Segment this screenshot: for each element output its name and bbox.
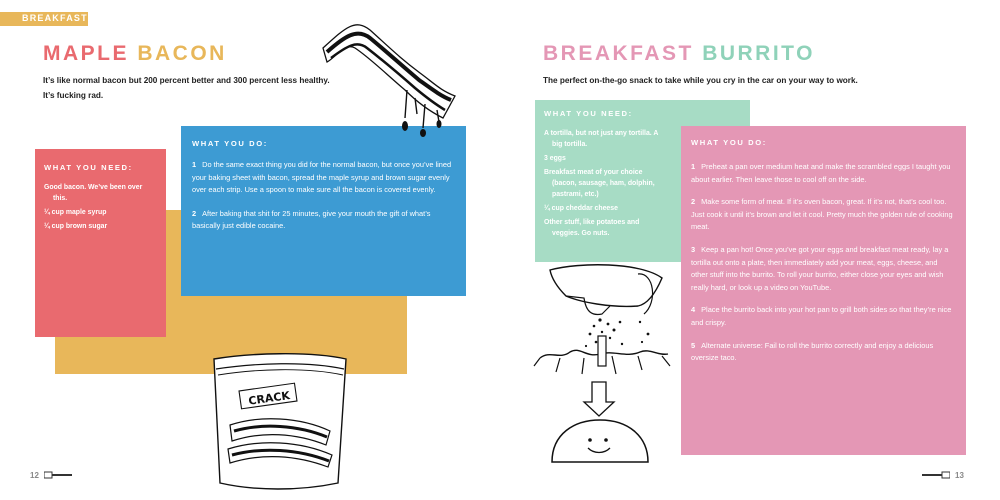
ingredient-item: ¼ cup cheddar cheese (544, 205, 618, 212)
step-text: After baking that shit for 25 minutes, give your mouth the gift of what’s basically just edible cocaine. (192, 208, 431, 231)
page-number-right (922, 470, 964, 480)
bag-label: CRACK (247, 389, 291, 408)
step-text: Keep a pan hot! Once you’ve got your eggs and breakfast meat ready, lay a tortilla out onto a plate, then immediately add your meat, eggs, cheese, and other stuff into the burrito. To roll your burrito, either close your eyes and wish really hard, or look up a video on YouTube. (691, 244, 949, 292)
section-tab: BREAKFAST (0, 12, 88, 26)
page-number-left (30, 470, 72, 480)
step-number: 3 (691, 244, 696, 254)
step-item (192, 208, 454, 233)
cheese-grater-illustration (530, 262, 680, 392)
page-number: 13 (955, 470, 964, 480)
step-item (192, 159, 454, 197)
step-number: 2 (192, 208, 197, 218)
ingredient-item: Other stuff, like potatoes and veggies. Go nuts. (544, 219, 640, 237)
what-you-do-heading: WHAT YOU DO: (691, 138, 767, 147)
title-word-1: BREAKFAST (543, 42, 694, 65)
step-text: Alternate universe: Fail to roll the burrito correctly and enjoy a delicious oversize taco. (691, 340, 934, 363)
step-number: 4 (691, 305, 696, 315)
what-you-do-panel (681, 126, 966, 455)
taco-smiley-illustration (548, 382, 658, 470)
recipe-title-maple-bacon (43, 42, 227, 66)
step-text: Do the same exact thing you did for the normal bacon, but once you’ve lined your baking sheet with bacon, spread the maple syrup and brown sugar evenly over each strip. Use a spoon to make sure all the bacon is covered evenly. (192, 160, 452, 195)
step-number: 1 (691, 162, 696, 171)
intro-line: It’s like normal bacon but 200 percent better and 300 percent less healthy. (43, 76, 330, 85)
spatula-icon (922, 470, 950, 480)
what-you-need-heading: WHAT YOU NEED: (44, 163, 133, 172)
step-item (691, 161, 954, 186)
intro-line: It’s fucking rad. (43, 91, 104, 100)
recipe-intro: The perfect on-the-go snack to take while you cry in the car on your way to work. (543, 76, 858, 85)
step-item (691, 304, 954, 329)
what-you-need-heading: WHAT YOU NEED: (544, 109, 633, 118)
what-you-need-panel (35, 149, 166, 337)
step-item (691, 244, 954, 294)
step-item (691, 340, 954, 365)
step-text: Preheat a pan over medium heat and make the scrambled eggs I taught you about earlier. Then leave those to cool off on the side. (691, 162, 951, 184)
ingredient-item: Breakfast meat of your choice (bacon, sausage, ham, dolphin, pastrami, etc.) (544, 169, 655, 198)
step-item (691, 196, 954, 234)
ingredient-item: ¼ cup brown sugar (44, 223, 108, 230)
title-word-2: BURRITO (702, 42, 815, 65)
step-number: 5 (691, 340, 696, 350)
ingredient-item: 3 eggs (544, 155, 566, 162)
ingredient-item: Good bacon. We’ve been over this. (44, 184, 143, 202)
ingredient-list (44, 182, 166, 232)
step-number: 2 (691, 197, 696, 207)
recipe-title-breakfast-burrito (543, 42, 815, 66)
step-text: Place the burrito back into your hot pan to grill both sides so that they’re nice and crispy. (691, 305, 952, 327)
page-number: 12 (30, 470, 39, 480)
ingredient-item: ¼ cup maple syrup (44, 209, 107, 216)
title-word-1: MAPLE (43, 42, 129, 65)
step-text: Make some form of meat. If it’s oven bacon, great. If it’s not, that’s cool too. Just cook it until it’s brown and let it cool. Pretty much the golden rule of cooking meat. (691, 197, 953, 232)
bacon-strip-illustration (315, 18, 465, 138)
title-word-2: BACON (137, 42, 227, 65)
what-you-do-heading: WHAT YOU DO: (192, 139, 268, 148)
step-number: 1 (192, 160, 197, 169)
spatula-icon (44, 470, 72, 480)
crack-bag-illustration (200, 345, 360, 495)
what-you-do-panel (181, 126, 466, 296)
ingredient-item: A tortilla, but not just any tortilla. A big tortilla. (544, 130, 659, 148)
